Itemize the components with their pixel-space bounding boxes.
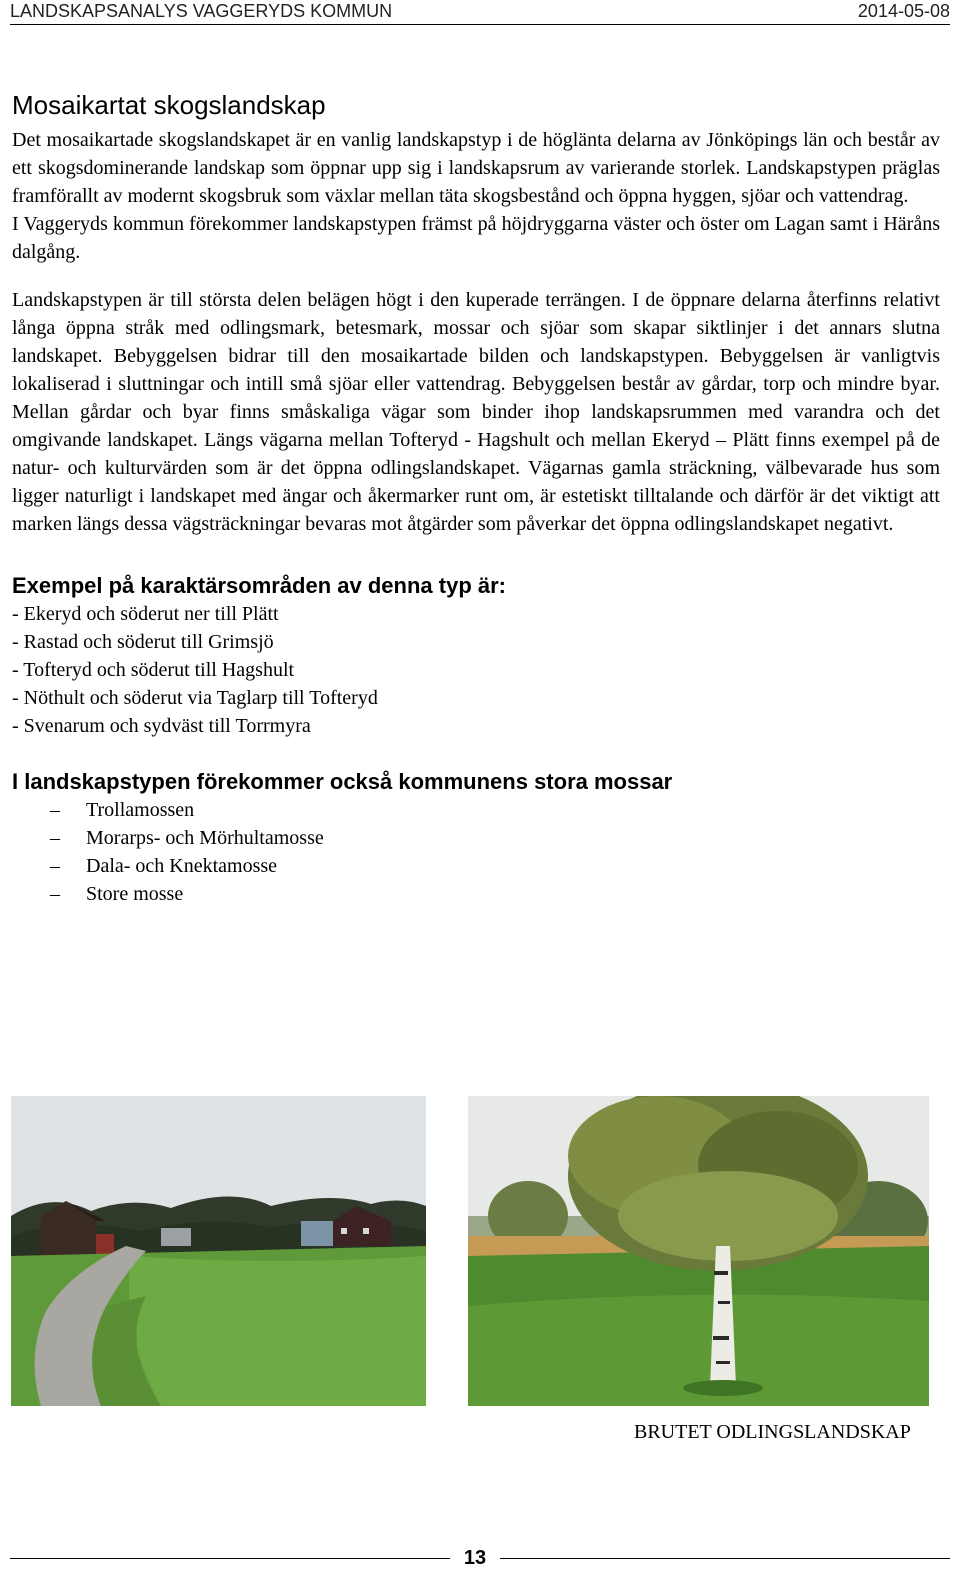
list-item [12, 880, 940, 908]
list-item: - Rastad och söderut till Grimsjö [12, 631, 274, 653]
birch-meadow-photo [468, 1096, 929, 1406]
dash-marker: – [50, 855, 60, 877]
header-date: 2014-05-08 [857, 0, 950, 21]
list-item: - Ekeryd och söderut ner till Plätt [12, 603, 279, 625]
list-item: - Svenarum och sydväst till Torrmyra [12, 715, 311, 737]
dash-marker: – [50, 799, 60, 821]
examples-heading: Exempel på karaktärsområden av denna typ är: [12, 573, 506, 598]
paragraph-description: Landskapstypen är till största delen belägen högt i den kuperade terrängen. I de öppnare delarna återfinns relativt långa öppna stråk med odlingsmark, betesmark, mossar och sjöar som skapar siktlinjer i det annars slutna landskapet. Bebyggelsen bidrar till den mosaikartade bilden och landskapstypen. Bebyggelsen är vanligtvis lokaliserad i sluttningar och intill små sjöar eller vattendrag. Bebyggelsen består av gårdar, torp och mindre byar. Mellan gårdar och byar finns småskaliga vägar som binder ihop landskapsrummen med varandra och det omgivande landskapet. Längs vägarna mellan Tofteryd - Hagshult och mellan Ekeryd – Plätt finns exempel på de natur- och kulturvärden som är det öppna odlingslandskapet. Vägarnas gamla sträckning, välbevarade hus som ligger naturligt i landskapet med ängar och åkermarker runt om, är estetiskt tilltalande och därför är det viktigt att marken längs dessa vägsträckningar bevaras mot åtgärder som påverkar det öppna odlingslandskapet negativt. [12, 289, 940, 535]
dash-marker: – [50, 883, 60, 905]
mossar-list [12, 796, 940, 908]
list-item-label: Trollamossen [86, 799, 195, 821]
dash-marker: – [50, 827, 60, 849]
list-item-label: Morarps- och Mörhultamosse [86, 827, 324, 849]
list-item [12, 824, 940, 852]
list-item-label: Store mosse [86, 883, 184, 905]
main-content [12, 88, 940, 908]
header-title: LANDSKAPSANALYS VAGGERYDS KOMMUN [10, 0, 393, 21]
list-item: - Nöthult och söderut via Taglarp till Tofteryd [12, 687, 378, 709]
list-item-label: Dala- och Knektamosse [86, 855, 278, 877]
list-item: - Tofteryd och söderut till Hagshult [12, 659, 295, 681]
paragraph-vaggeryd: I Vaggeryds kommun förekommer landskapstypen främst på höjdryggarna väster och öster om Lagan samt i Häråns dalgång. [12, 213, 940, 263]
header-rule [10, 24, 950, 25]
section-title: Mosaikartat skogslandskap [12, 90, 326, 120]
page-number: 13 [450, 1544, 500, 1572]
photo-caption: BRUTET ODLINGSLANDSKAP [634, 1421, 911, 1443]
list-item [12, 796, 940, 824]
mossar-heading: I landskapstypen förekommer också kommunens stora mossar [12, 769, 673, 794]
examples-list [12, 600, 940, 740]
page-header [10, 0, 950, 22]
paragraph-intro: Det mosaikartade skogslandskapet är en vanlig landskapstyp i de höglänta delarna av Jönköpings län och består av ett skogsdominerande landskap som öppnar upp sig i landskapsrum av varierande storlek. Landskapstypen präglas framförallt av modernt skogsbruk som växlar mellan täta skogsbestånd och öppna hyggen, sjöar och vattendrag. [12, 129, 940, 207]
farm-road-photo [11, 1096, 426, 1406]
list-item [12, 852, 940, 880]
